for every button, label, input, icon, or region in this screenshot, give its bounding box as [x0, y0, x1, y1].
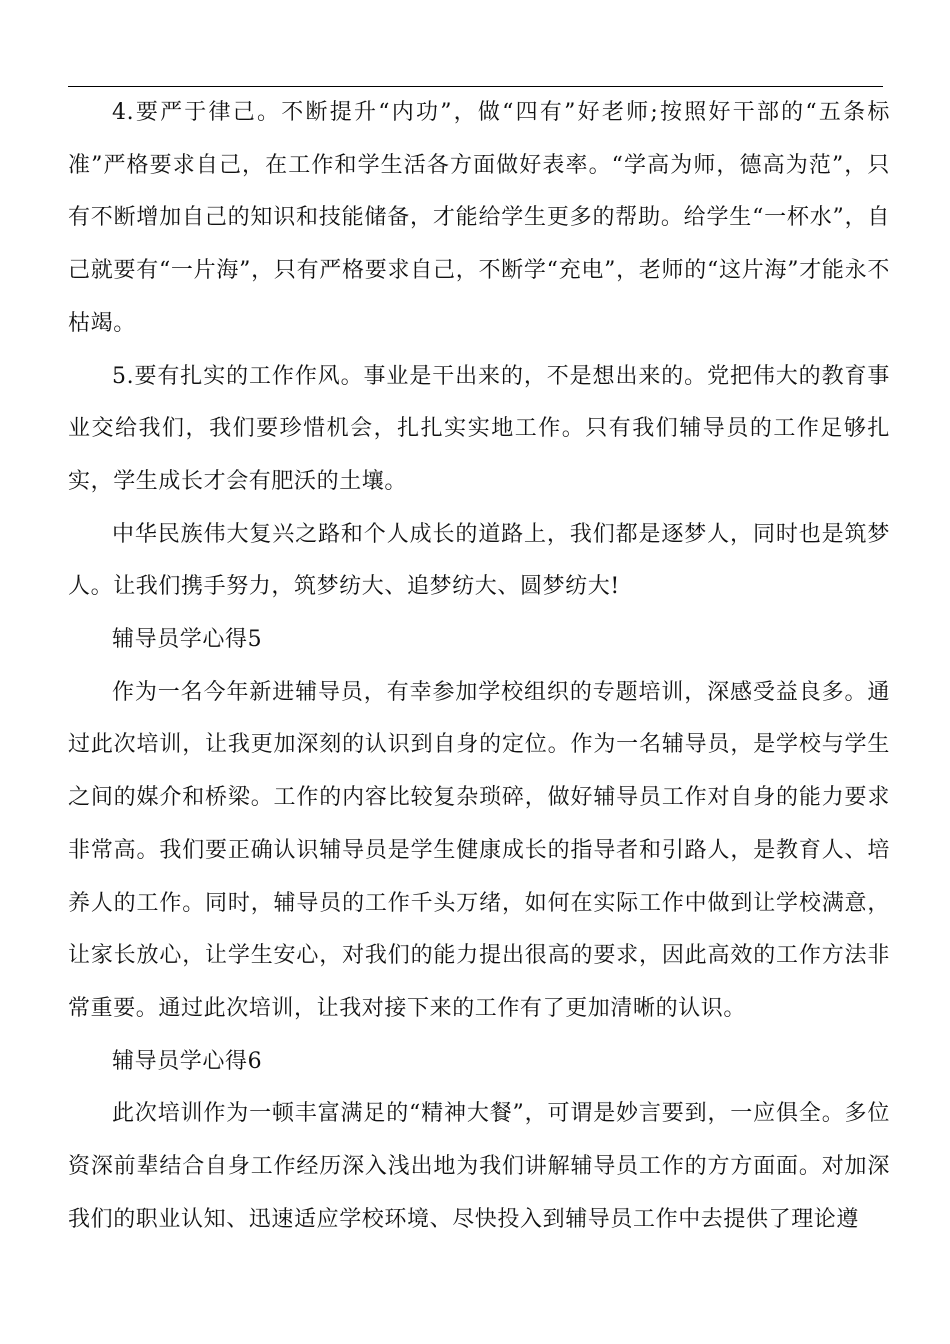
section-heading-6: 辅导员学心得6 [112, 1048, 263, 1074]
paragraph-dream: 中华民族伟大复兴之路和个人成长的道路上，我们都是逐梦人，同时也是筑梦人。让我们携手努力，筑梦纺大、追梦纺大、圆梦纺大! [68, 521, 890, 600]
paragraph-discipline: 4.要严于律己。不断提升“内功”，做“四有”好老师;按照好干部的“五条标准”严格要求自己，在工作和学生活各方面做好表率。“学高为师，德高为范”，只有不断增加自己的知识和技能储备，才能给学生更多的帮助。给学生“一杯水”，自己就要有“一片海”，只有严格要求自己，不断学“充电”，老师的“这片海”才能永不枯竭。 [68, 100, 890, 336]
paragraph-new-counselor: 作为一名今年新进辅导员，有幸参加学校组织的专题培训，深感受益良多。通过此次培训，让我更加深刻的认识到自身的定位。作为一名辅导员，是学校与学生之间的媒介和桥梁。工作的内容比较复杂琐碎，做好辅导员工作对自身的能力要求非常高。我们要正确认识辅导员是学生健康成长的指导者和引路人，是教育人、培养人的工作。同时，辅导员的工作千头万绪，如何在实际工作中做到让学校满意，让家长放心，让学生安心，对我们的能力提出很高的要求，因此高效的工作方法非常重要。通过此次培训，让我对接下来的工作有了更加清晰的认识。 [68, 679, 890, 1021]
paragraph-training: 此次培训作为一顿丰富满足的“精神大餐”，可谓是妙言要到，一应俱全。多位资深前辈结合自身工作经历深入浅出地为我们讲解辅导员工作的方方面面。对加深我们的职业认知、迅速适应学校环境、尽快投入到辅导员工作中去提供了理论遵 [68, 1101, 890, 1232]
section-heading-5: 辅导员学心得5 [112, 627, 263, 653]
document-body [68, 87, 890, 1246]
paragraph-work-style: 5.要有扎实的工作作风。事业是干出来的，不是想出来的。党把伟大的教育事业交给我们，我们要珍惜机会，扎扎实实地工作。只有我们辅导员的工作足够扎实，学生成长才会有肥沃的土壤。 [68, 363, 890, 494]
